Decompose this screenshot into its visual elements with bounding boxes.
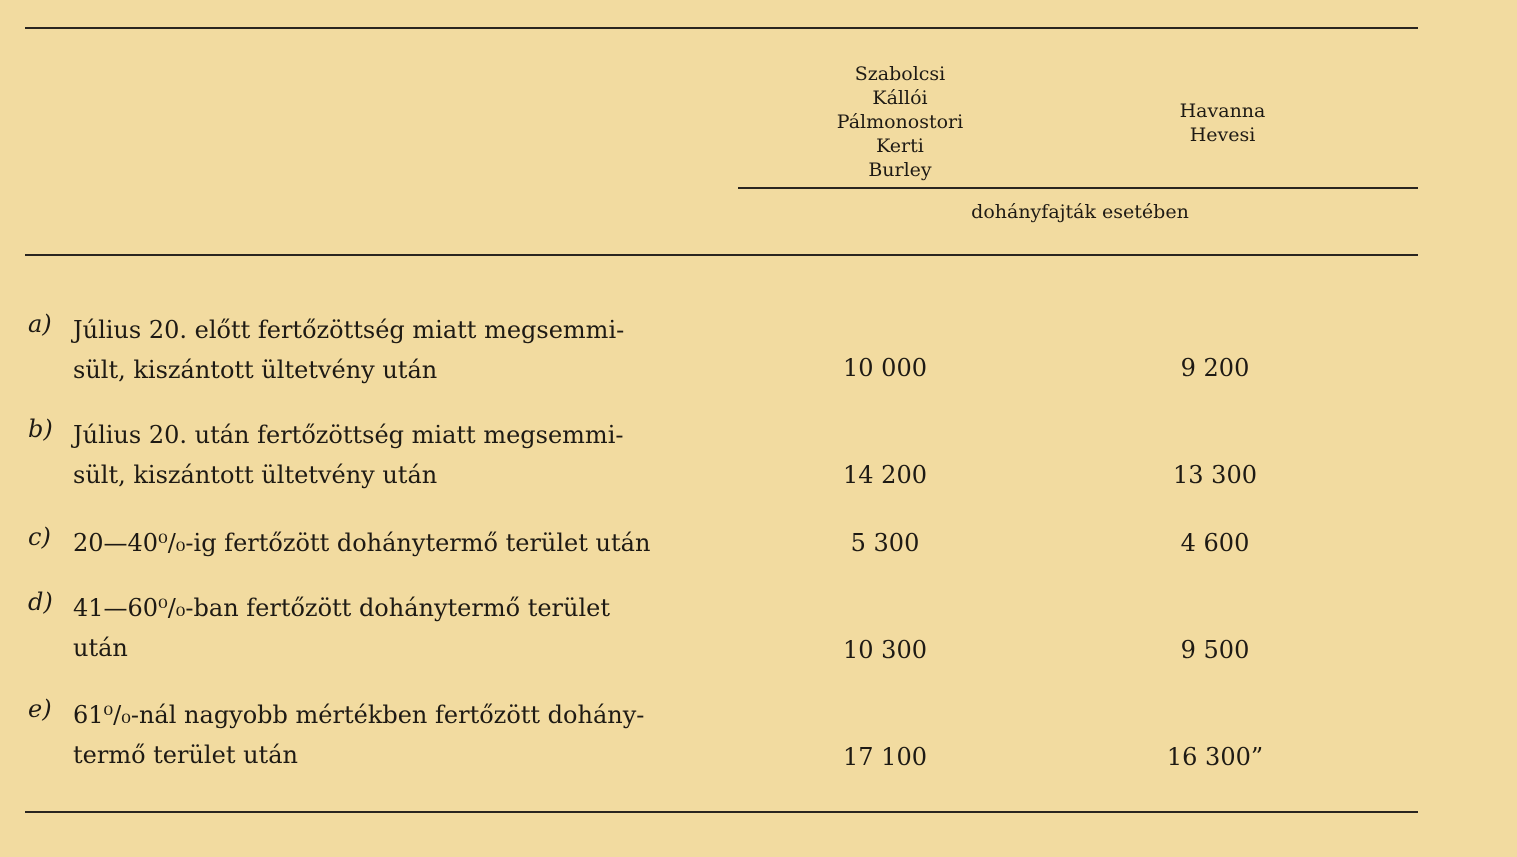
row-text [73,523,713,563]
row-label: e) [28,695,52,723]
value-col2: 16 300” [1166,743,1264,771]
header-rule [738,187,1418,189]
row-label: d) [28,588,53,616]
value-col2: 4 600 [1180,529,1250,557]
row-text [73,310,708,390]
header-line: Kállói [872,87,928,109]
row-label: c) [28,523,51,551]
row-label: b) [28,415,53,443]
value-col2: 13 300 [1173,461,1257,489]
text-line: Július 20. után fertőzöttség miatt megsemmi- [73,421,624,449]
row-text [73,588,678,668]
value-col1: 10 000 [843,354,927,382]
header-line: Kerti [876,135,924,157]
text-line: sült, kiszántott ültetvény után [73,356,438,384]
text-line: sült, kiszántott ültetvény után [73,461,438,489]
header-line: Hevesi [1189,124,1256,146]
header-line: Szabolcsi [854,63,946,85]
header-line: Burley [868,159,932,181]
header-line: Pálmonostori [836,111,964,133]
text-line: termő terület után [73,741,298,769]
column-header-2 [1100,99,1345,147]
row-text [73,695,708,775]
row-text [73,415,708,495]
text-line: 61⁰/₀-nál nagyobb mértékben fertőzött dohány- [73,701,645,729]
text-line: 20—40⁰/₀-ig fertőzött dohánytermő terület után [73,529,651,557]
value-col2: 9 500 [1180,636,1250,664]
header-line: Havanna [1179,100,1266,122]
subheader: dohányfajták esetében [971,201,1189,223]
header-bottom-rule [25,254,1418,256]
value-col2: 9 200 [1180,354,1250,382]
row-label: a) [28,310,52,338]
text-line: után [73,634,128,662]
bottom-rule [25,811,1418,813]
text-line: Július 20. előtt fertőzöttség miatt megsemmi- [73,316,625,344]
value-col1: 10 300 [843,636,927,664]
top-rule [25,27,1418,29]
text-line: 41—60⁰/₀-ban fertőzött dohánytermő terület [73,594,610,622]
value-col1: 14 200 [843,461,927,489]
column-header-1 [780,62,1020,182]
value-col1: 5 300 [850,529,920,557]
value-col1: 17 100 [843,743,927,771]
